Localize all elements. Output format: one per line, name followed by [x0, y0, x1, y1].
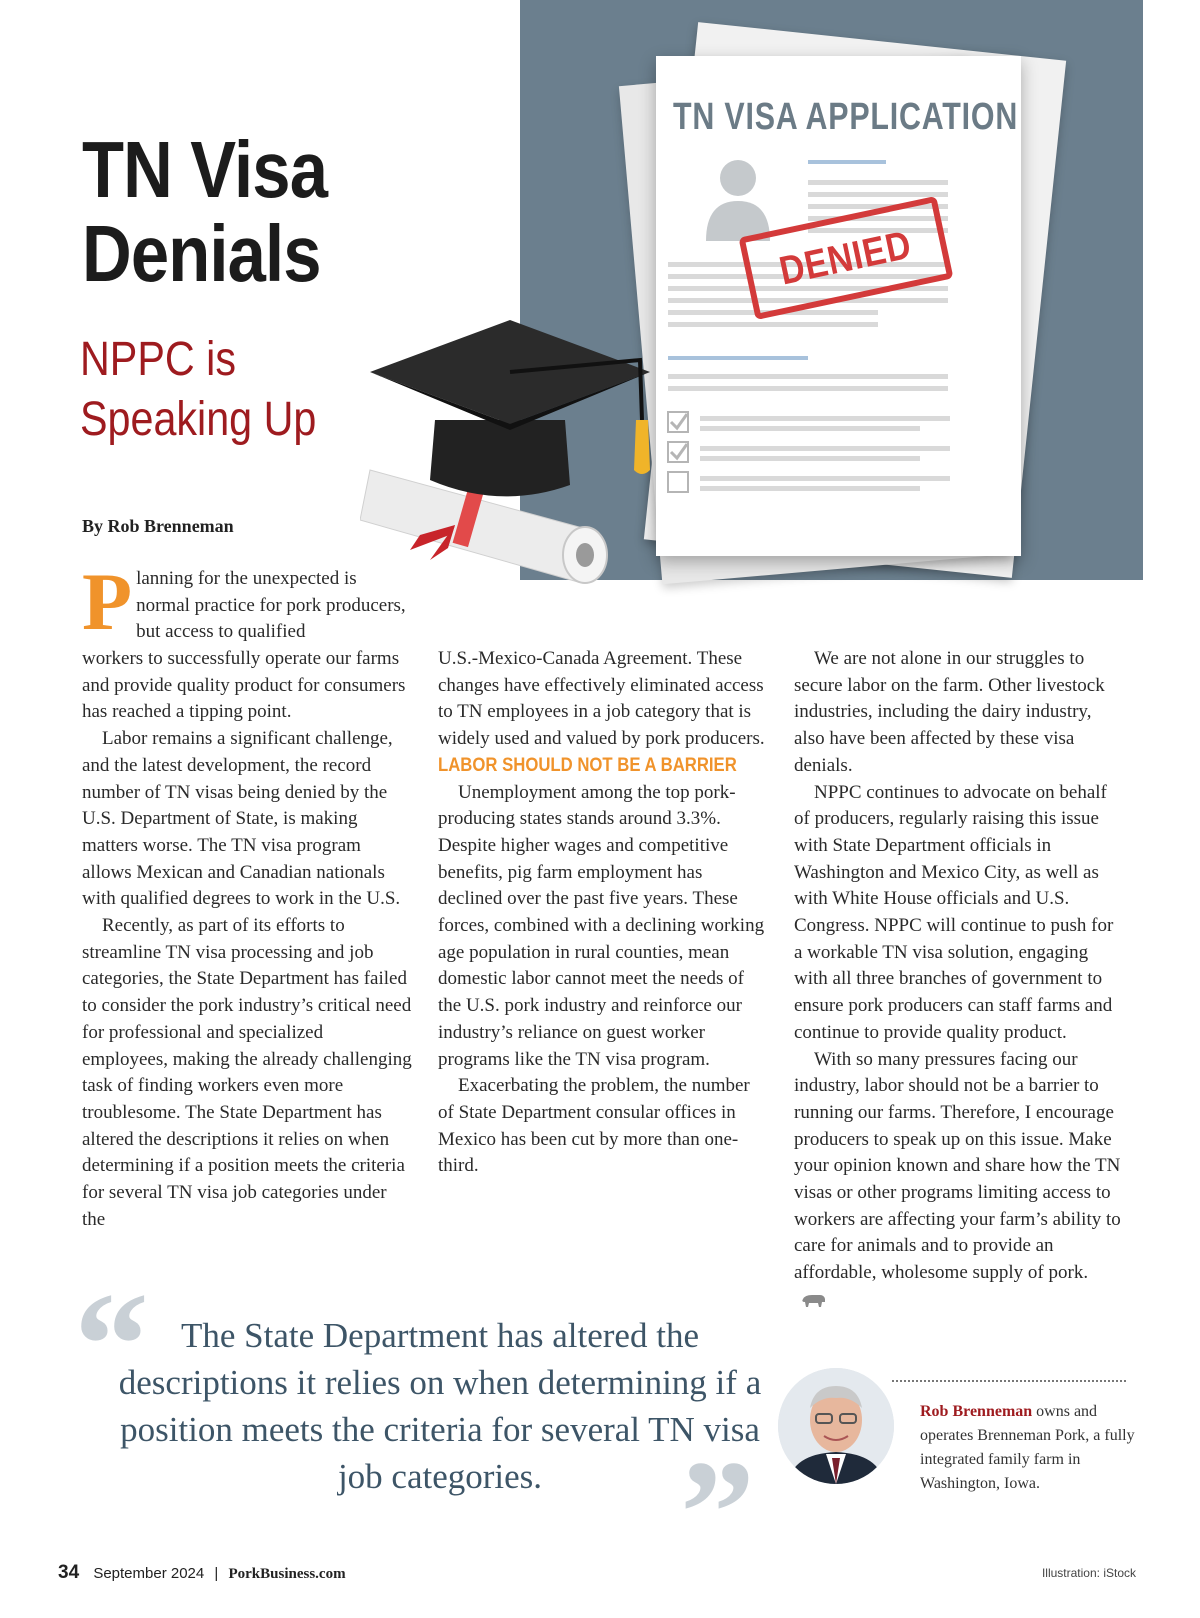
- graduation-illustration: [360, 320, 690, 600]
- paragraph-1-start: lanning for the unexpected is normal practice for pork producers, but access to qualified: [136, 568, 406, 643]
- author-name: Rob Brenneman: [920, 1403, 1033, 1420]
- illustration-credit: Illustration: iStock: [1041, 1566, 1136, 1580]
- page-number: 34: [58, 1562, 80, 1583]
- person-silhouette-icon: [706, 160, 770, 241]
- site-name: PorkBusiness.com: [228, 1566, 346, 1582]
- article-column-3: [794, 646, 1124, 1314]
- quote-mark-close-icon: ”: [680, 1430, 755, 1596]
- author-bio: [920, 1400, 1135, 1496]
- paragraph-7: NPPC continues to advocate on behalf of producers, regularly raising this issue with State Department officials in Washington and Mexico City, as well as with White House officials and U.S. Congress. NPPC will continue to push for a workable TN visa solution, engaging with all three branches of government to ensure pork producers can staff farms and continue to provide quality product.: [794, 781, 1114, 1043]
- title-line-1: TN Visa: [82, 125, 328, 214]
- form-title: TN VISA APPLICATION: [673, 96, 1019, 138]
- subtitle-line-1: NPPC is: [80, 333, 236, 386]
- paragraph-8: [794, 1047, 1124, 1314]
- article-column-1-intro: [82, 556, 412, 647]
- paragraph-1-rest: workers to successfully operate our farms and provide quality product for consumers has reached a tipping point.: [82, 648, 406, 723]
- paragraph-4: Unemployment among the top pork-producing states stands around 3.3%. Despite higher wages and competitive benefits, pig farm employment has declined over the past five years. These forces, combined with a declining working age population in rural counties, mean domestic labor cannot meet the needs of the U.S. pork industry and reinforce our industry’s reliance on guest worker programs like the TN visa program.: [438, 781, 765, 1070]
- pull-quote: The State Department has altered the descriptions it relies on when determining if a position meets the criteria for several TN visa job categories.: [118, 1316, 762, 1496]
- dropcap: P: [82, 556, 133, 647]
- title-line-2: Denials: [82, 209, 321, 298]
- article-title: [82, 125, 328, 298]
- page-footer: [58, 1562, 346, 1584]
- footer-separator: |: [214, 1565, 219, 1582]
- author-photo: [778, 1368, 894, 1484]
- paragraph-3-continued: U.S.-Mexico-Canada Agreement. These changes have effectively eliminated access to TN employees in a job category that is widely used and valued by pork producers.: [438, 648, 765, 750]
- article-column-2: [438, 646, 768, 1180]
- bio-divider: [892, 1380, 1126, 1382]
- byline: By Rob Brenneman: [82, 516, 234, 536]
- subtitle-line-2: Speaking Up: [80, 393, 317, 446]
- article-subtitle: [80, 330, 316, 450]
- paragraph-2: Labor remains a significant challenge, and the latest development, the record number of TN visas being denied by the U.S. Department of State, is making matters worse. The TN visa program allows Mexican and Canadian nationals with qualified degrees to work in the U.S.: [82, 728, 401, 910]
- article-column-1: [82, 646, 412, 1233]
- denied-stamp-text: DENIED: [775, 222, 916, 293]
- paragraph-5: Exacerbating the problem, the number of State Department consular offices in Mexico has been cut by more than one-third.: [438, 1075, 750, 1177]
- paragraph-6: We are not alone in our struggles to secure labor on the farm. Other livestock industries, including the dairy industry, also have been affected by these visa denials.: [794, 648, 1105, 776]
- quote-mark-icon: “: [74, 1262, 149, 1428]
- paragraph-8-text: With so many pressures facing our industry, labor should not be a barrier to running our farms. Therefore, I encourage producers to speak up on this issue. Make your opinion known and share how the TN visas or other programs limiting access to workers are affecting your farm’s ability to care for animals and to provide an affordable, wholesome supply of pork.: [794, 1048, 1121, 1284]
- pig-icon: [800, 1293, 826, 1309]
- issue-date: September 2024: [93, 1565, 205, 1582]
- author-bio-text: owns and operates Brenneman Pork, a fully integrated family farm in Washington, Iowa.: [920, 1403, 1135, 1492]
- paragraph-3: Recently, as part of its efforts to streamline TN visa processing and job categories, the State Department has failed to consider the pork industry’s critical need for professional and specialized employees, making the already challenging task of finding workers even more troublesome. The State Department has altered the descriptions it relies on when determining if a position meets the criteria for several TN visa job categories under the: [82, 915, 412, 1230]
- section-subhead: LABOR SHOULD NOT BE A BARRIER: [438, 754, 737, 776]
- graduation-cap-icon: [370, 320, 650, 496]
